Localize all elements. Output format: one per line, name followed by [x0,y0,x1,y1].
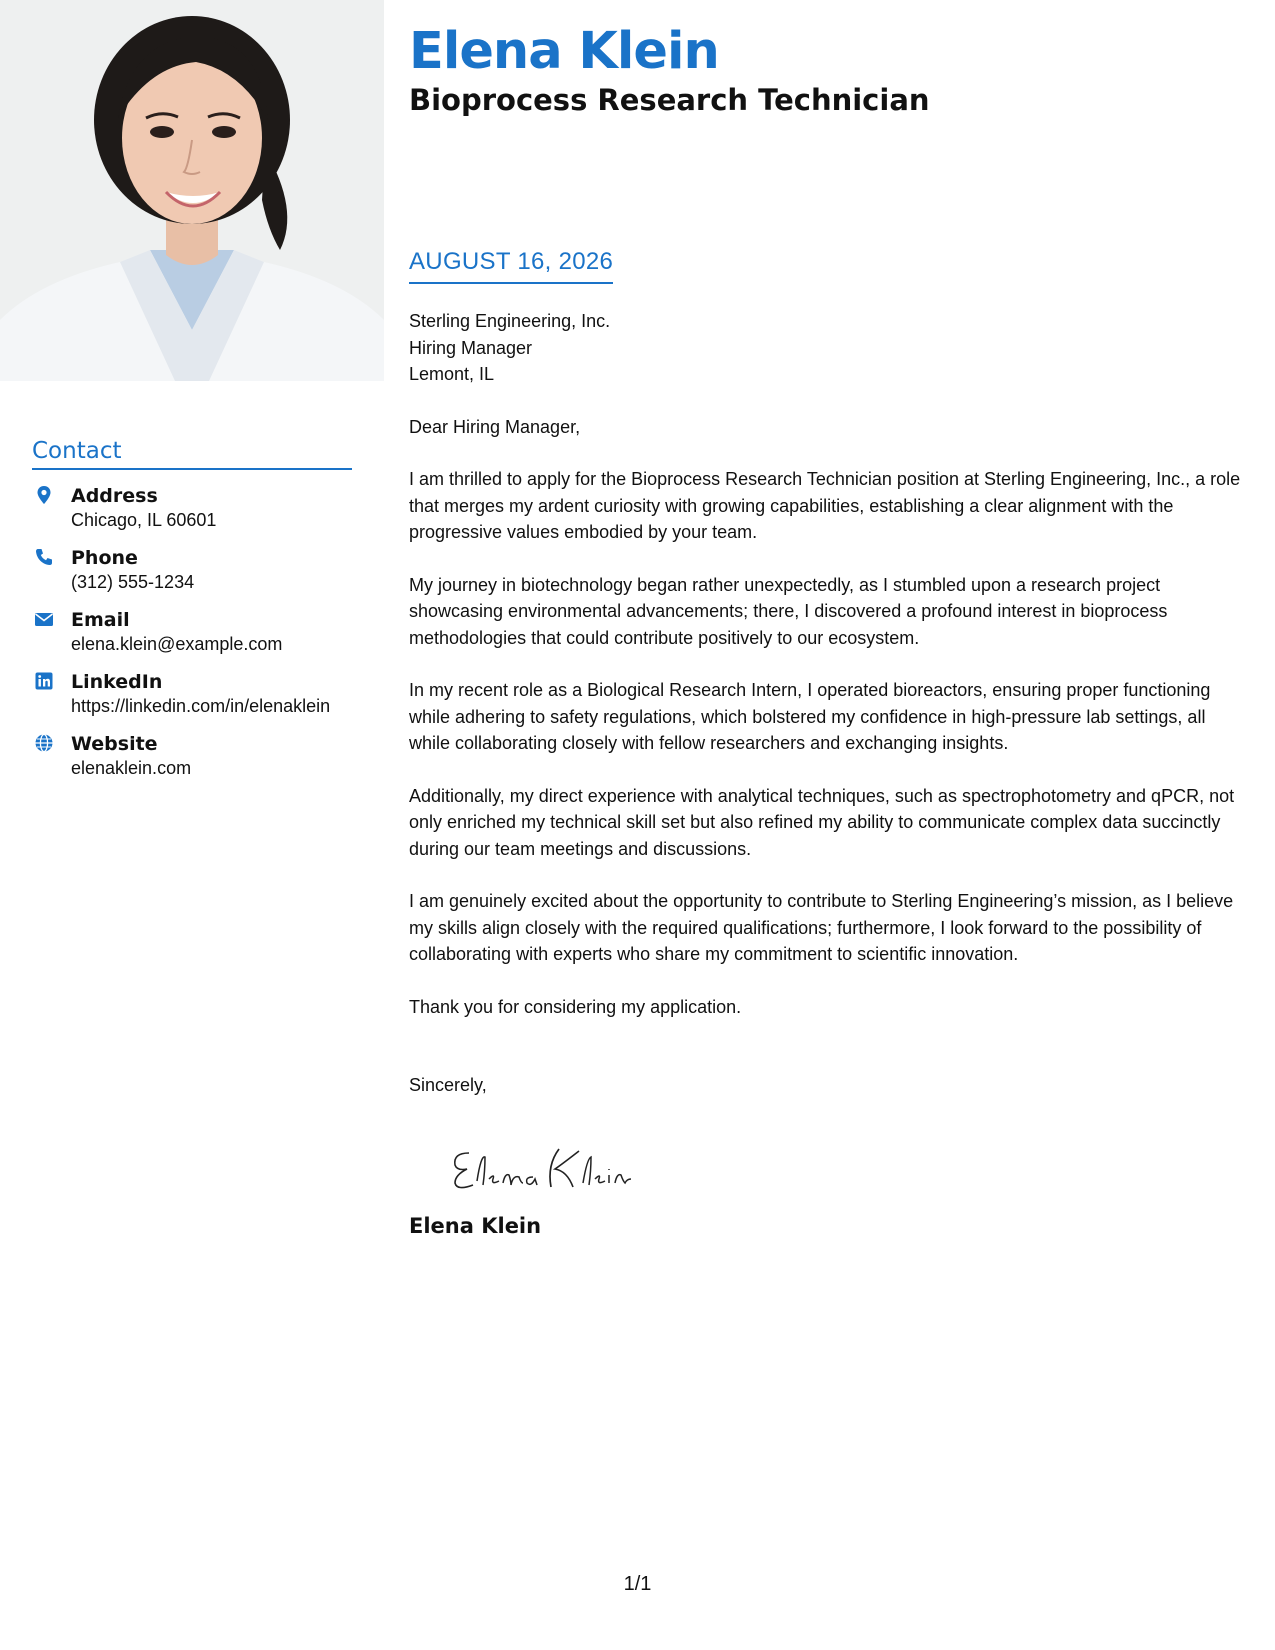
applicant-name: Elena Klein [409,22,719,81]
map-pin-icon [34,485,54,505]
recipient-company: Sterling Engineering, Inc. [409,311,611,331]
envelope-icon [34,609,54,629]
contact-value: Chicago, IL 60601 [71,510,217,530]
header [409,22,1249,118]
handwritten-signature [447,1135,637,1195]
contact-section [32,438,352,780]
paragraph: Additionally, my direct experience with analytical techniques, such as spectrophotometry and qPCR, not only enriched my technical skill set but also refined my ability to communicate complex data succinctly during our team meetings and discussions. [409,785,1235,859]
linkedin-icon [34,671,54,691]
contact-address [32,484,352,532]
contact-value[interactable]: elenaklein.com [71,758,192,778]
contact-label: LinkedIn [71,671,163,693]
portrait-photo [0,0,384,381]
contact-value: elena.klein@example.com [71,634,283,654]
signed-name: Elena Klein [409,1213,542,1238]
contact-email [32,608,352,656]
sidebar [0,0,384,1650]
paragraph: I am genuinely excited about the opportunity to contribute to Sterling Engineering’s mission, as I believe my skills align closely with the required qualifications; furthermore, I look forward to the possibility of collaborating with experts who share my commitment to scientific innovation. [409,891,1234,964]
contact-linkedin [32,670,352,718]
contact-value[interactable]: https://linkedin.com/in/elenaklein [71,696,331,716]
recipient-block [409,308,1249,388]
paragraph: Thank you for considering my application. [409,996,742,1017]
recipient-location: Lemont, IL [409,364,495,384]
contact-website [32,732,352,780]
globe-icon [34,733,54,753]
recipient-role: Hiring Manager [409,337,533,358]
contact-label: Phone [71,547,138,569]
letter-body [409,308,1249,1239]
date-block [409,248,613,284]
paragraph: I am thrilled to apply for the Bioprocess Research Technician position at Sterling Engineering, Inc., a role that merges my ardent curiosity with growing capabilities, establishing a clear alignment with the progressive values embodied by your team. [409,469,1241,542]
contact-value: (312) 555-1234 [71,572,195,592]
contact-heading: Contact [32,438,352,470]
salutation: Dear Hiring Manager, [409,416,581,437]
paragraph: In my recent role as a Biological Research Intern, I operated bioreactors, ensuring proper functioning while adhering to safety regulations, which bolstered my confidence in high-pressure lab settings, all while collaborating closely with fellow researchers and exchanging insights. [409,680,1211,753]
contact-label: Address [71,485,158,507]
letter-date: AUGUST 16, 2026 [409,248,613,284]
phone-icon [34,547,54,567]
contact-phone [32,546,352,594]
profile-photo [0,0,384,381]
contact-label: Website [71,733,158,755]
job-title: Bioprocess Research Technician [409,83,930,117]
paragraph: My journey in biotechnology began rather unexpectedly, as I stumbled upon a research project showcasing environmental advancements; there, I discovered a profound interest in bioprocess methodologies that could contribute positively to our ecosystem. [409,574,1168,648]
signature [447,1135,1249,1195]
closing: Sincerely, [409,1075,487,1095]
contact-label: Email [71,609,130,631]
page-number: 1/1 [623,1573,652,1595]
